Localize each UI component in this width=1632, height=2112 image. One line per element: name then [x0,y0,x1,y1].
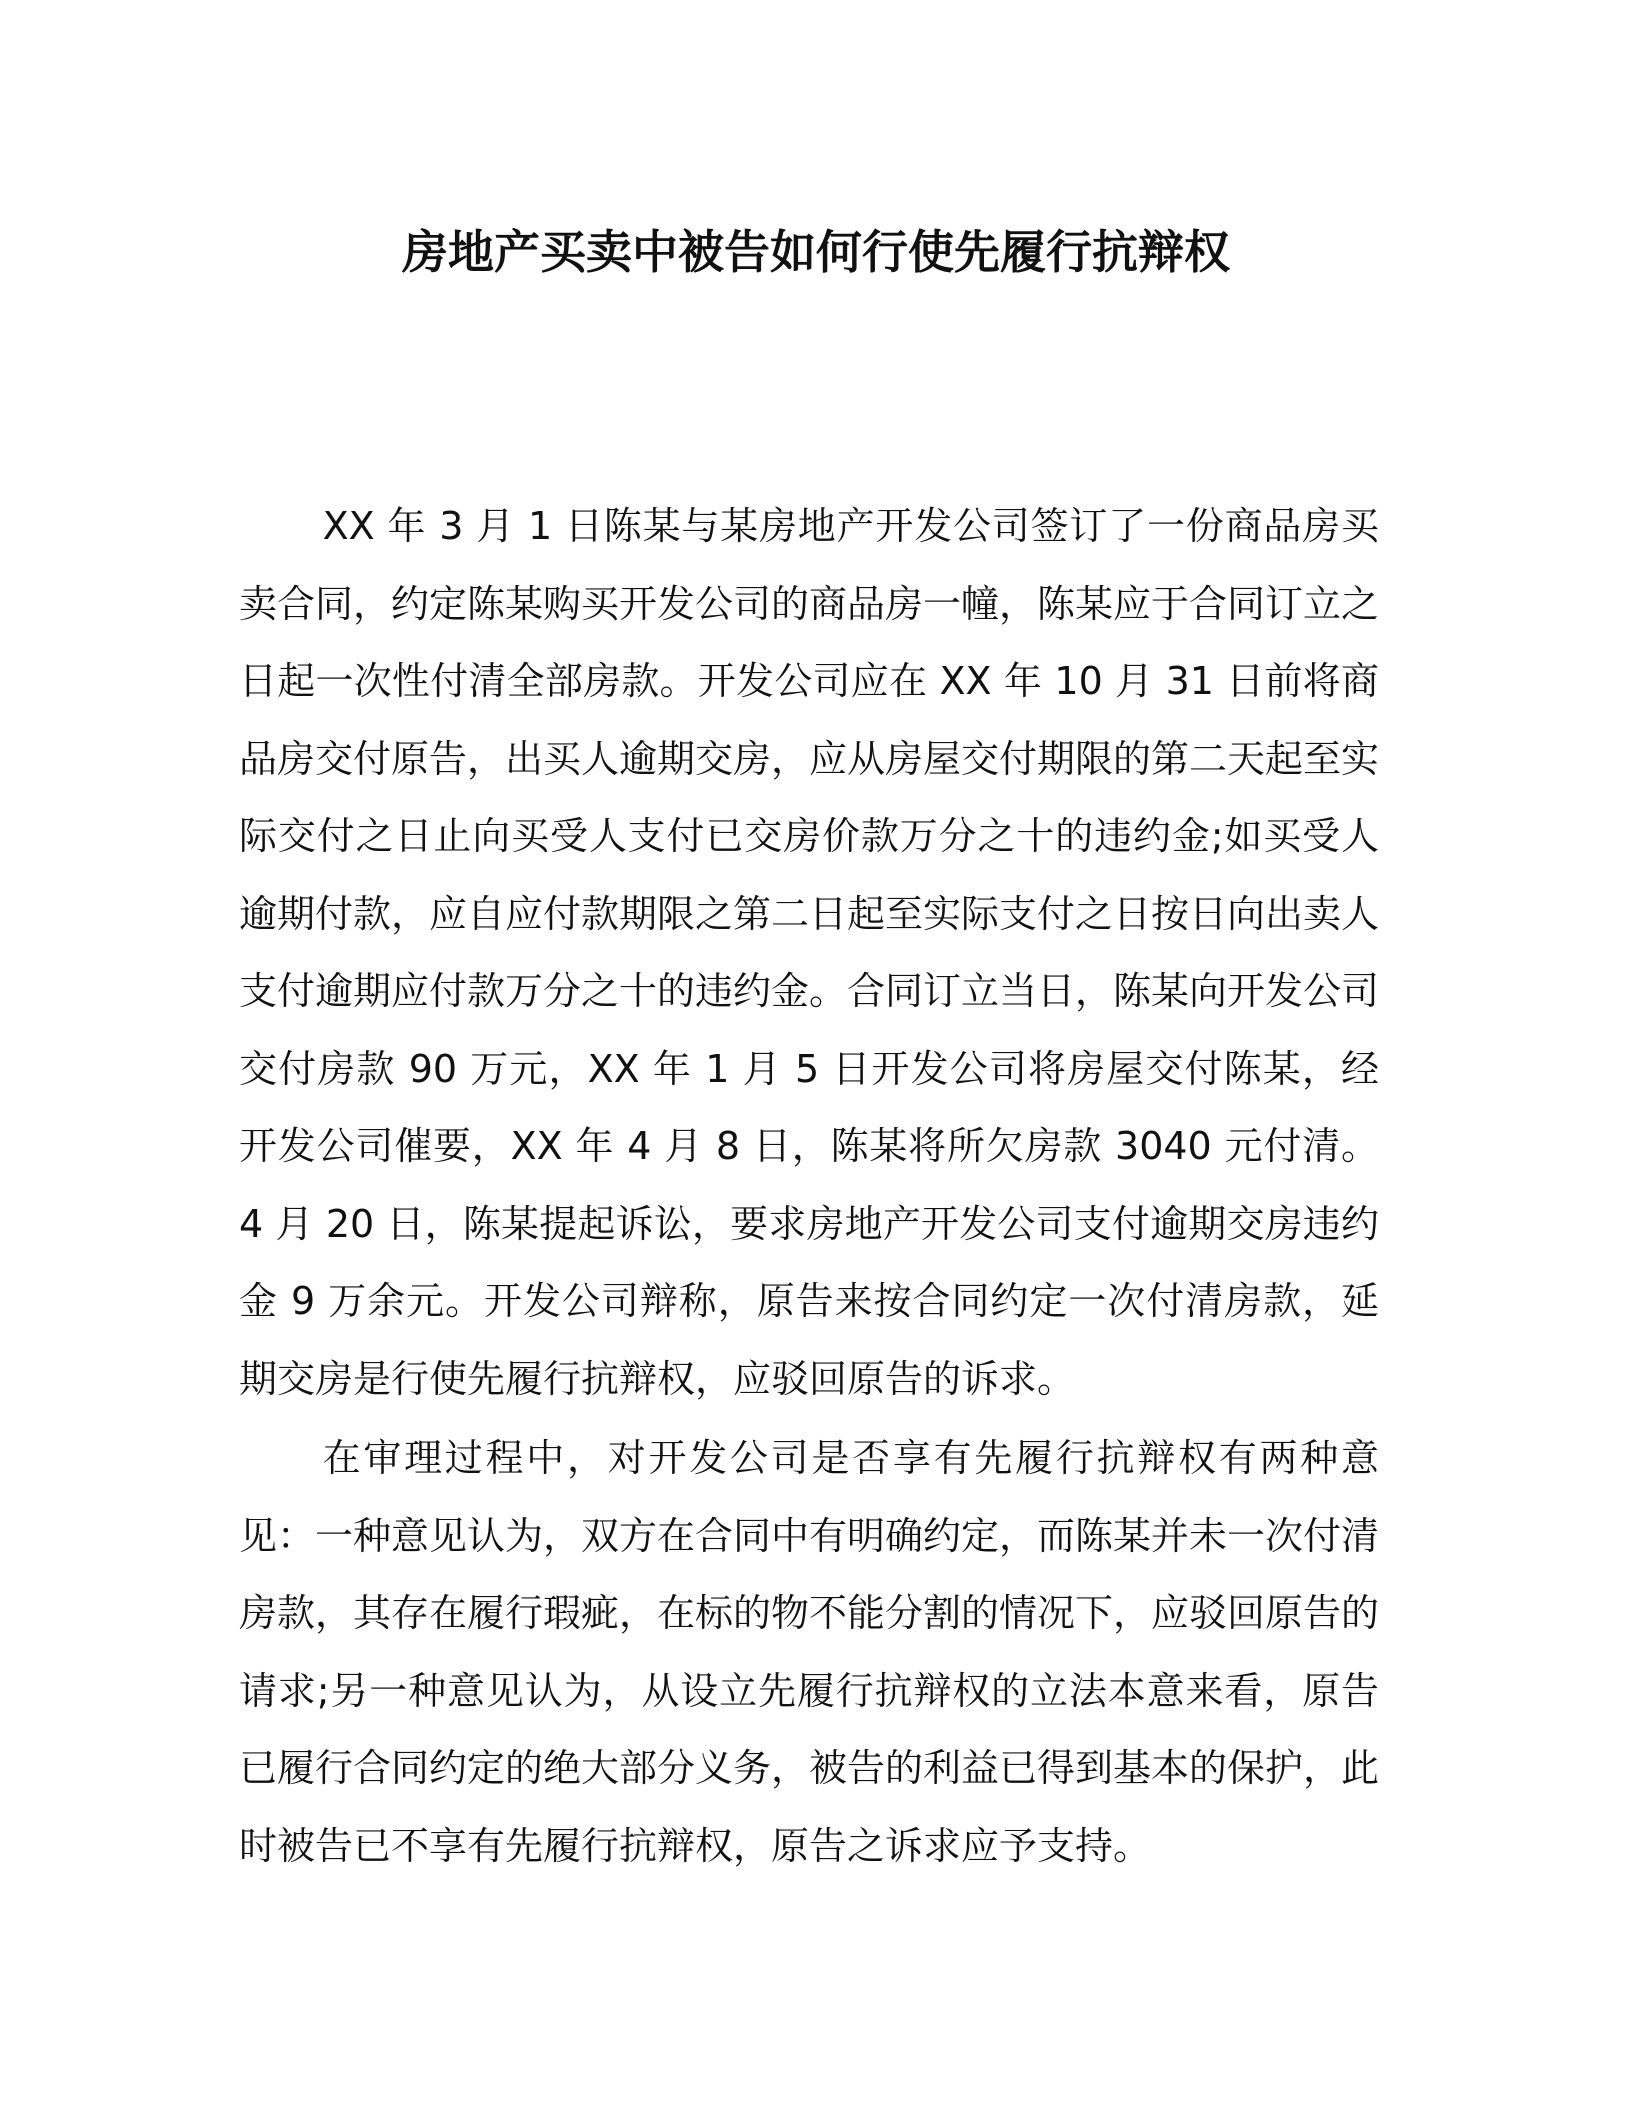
body-paragraph-opinions: 在审理过程中，对开发公司是否享有先履行抗辩权有两种意见：一种意见认为，双方在合同中有明确约定，而陈某并未一次付清房款，其存在履行瑕疵，在标的物不能分割的情况下，应驳回原告的请求;另一种意见认为，从设立先履行抗辩权的立法本意来看，原告已履行合同约定的绝大部分义务，被告的利益已得到基本的保护，此时被告已不享有先履行抗辩权，原告之诉求应予支持。 [239,1436,1380,1868]
body-paragraph-case-facts: XX 年 3 月 1 日陈某与某房地产开发公司签订了一份商品房买卖合同，约定陈某购买开发公司的商品房一幢，陈某应于合同订立之日起一次性付清全部房款。开发公司应在 XX 年 10 月 31 日前将商品房交付原告，出买人逾期交房，应从房屋交付期限的第二天起至实际交付之日止向买受人支付已交房价款万分之十的违约金;如买受人逾期付款，应自应付款期限之第二日起至实际支付之日按日向出卖人支付逾期应付款万分之十的违约金。合同订立当日，陈某向开发公司交付房款 90 万元，XX 年 1 月 5 日开发公司将房屋交付陈某，经开发公司催要，XX 年 4 月 8 日，陈某将所欠房款 3040 元付清。4 月 20 日，陈某提起诉讼，要求房地产开发公司支付逾期交房违约金 9 万余元。开发公司辩称，原告来按合同约定一次付清房款，延期交房是行使先履行抗辩权，应驳回原告的诉求。 [239,504,1380,1401]
document-title: 房地产买卖中被告如何行使先履行抗辩权 [402,225,1230,279]
